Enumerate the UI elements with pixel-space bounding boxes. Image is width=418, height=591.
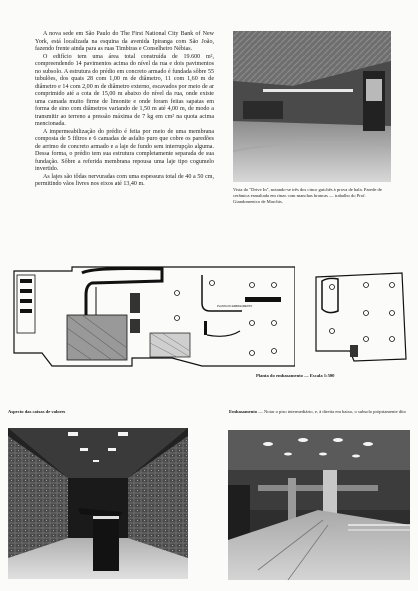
plan-caption: Planta do embasamento — Escala 1:500 <box>256 373 335 378</box>
drive-in-photo <box>233 31 391 182</box>
basement-caption-text: — Notar o piso intermediário, e, à direita em baixo, o subsolo pròpriamente dito <box>257 409 406 414</box>
basement-caption <box>229 409 409 415</box>
basement-photo <box>228 430 410 580</box>
paragraph-3: A impermeabilização do prédio é feita por meio de uma membrana composta de 5 filtros e 6 camadas de asfalto puro que cobre os paredões de arrimo de concreto armado e a laje de fundo sem interrupção alguma. Dessa forma, o prédio tem sua estrutura completamente separada de sua fundação. Sôbre a referida membrana repousa uma laje tipo cogumelo invertido. <box>35 128 214 172</box>
plan-inline-label: PLANTA DO EMBASAMENTO <box>217 305 253 308</box>
vault-caption: Aspecto das caixas de valores <box>8 409 66 414</box>
paragraph-4: As lajes são tôdas nervuradas com uma espessura total de 40 a 50 cm, permitindo vãos livres nos eixos até 13,40 m. <box>35 173 214 187</box>
drive-in-caption: Vista do "Drive In", notando-se três dos cinco guichês à prova de bala. Parede de cerâmica esmaltada em rinzo com manchas brancas — trabalho do Prof. Giandomenico de Marchis. <box>233 187 382 204</box>
paragraph-2: O edifício tem uma área total construída de 19.600 m², compreendendo 14 pavimentos acima do nível da rua e dois pavimentos no subsolo. A estrutura do prédio em concreto armado é fundada sôbre 55 tubulões, dos quais 28 com 1,00 m de diâmetro, 11 com 1,60 m de diâmetro e 14 com 2,00 m de diâmetro externo, escavados por meio de ar comprimido até a cota de 15,00 m abaixo do nível da rua, onde existe uma camada muito firme de limonite e onde foram feitas sapatas em forma de sino com diâmetros variando de 1,50 m até 4,00 m, de modo a transmitir ao terreno a pressão máxima de 7 kg em cm² na quota acima mencionada. <box>35 53 214 127</box>
vault-photo <box>8 428 188 579</box>
paragraph-1: A nova sede em São Paulo do The First National City Bank of New York, está localizada na esquina da avenida Ipiranga com São João, fazendo frente ainda para as ruas Timbiras e Conselheiro Nébias. <box>35 31 214 52</box>
floor-plan-left <box>12 263 295 370</box>
floor-plan-right <box>314 271 408 363</box>
article-body <box>35 31 214 189</box>
basement-caption-bold: Embasamento <box>229 409 258 414</box>
